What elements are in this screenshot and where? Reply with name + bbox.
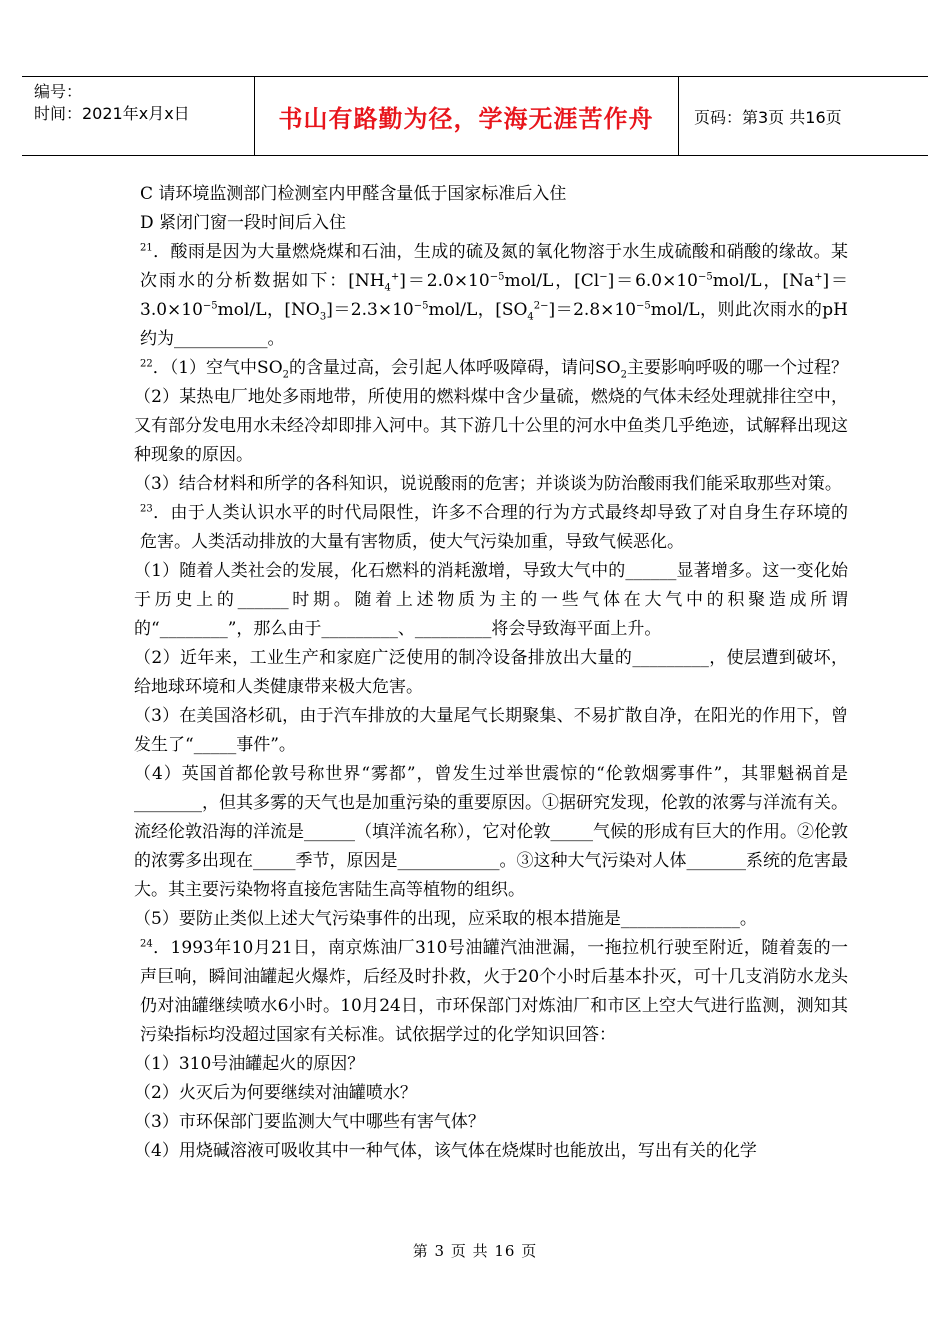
option-d: D 紧闭门窗一段时间后入住 xyxy=(140,213,347,233)
header-divider xyxy=(678,77,679,155)
question-23-part-5: （5）要防止类似上述大气污染事件的出现，应采取的根本措施是______________。 xyxy=(134,909,757,929)
question-24-part-1: （1）310号油罐起火的原因？ xyxy=(134,1054,365,1074)
question-21: $^{21}$．酸雨是因为大量燃烧煤和石油，生成的硫及氮的氧化物溶于水生成硫酸和硝酸的缘故。某次雨水的分析数据如下：$[NH_4^+]=2.0\times 10^{-5}mol/L$，$[Cl^-]=6.0\times 10^{-5}mol/L$，$[Na^+]=3.0\times 10^{-5}mol/L$，$[NO_3]=2.3\times 10^{-5}mol/L$，$[SO_4^{2-}]=2.8\times 10^{-5}mol/L$，则此次雨水的pH约为___________。 xyxy=(140,242,849,349)
question-23-part-1: （1）随着人类社会的发展，化石燃料的消耗激增，导致大气中的______显著增多。这一变化始于历史上的______时期。随着上述物质为主的一些气体在大气中的积聚造成所谓的“________”，那么由于_________、_________将会导致海平面上升。 xyxy=(134,561,848,639)
header-page-info: 页码：第3页 共16页 xyxy=(694,108,842,127)
document-body xyxy=(104,180,848,1166)
question-23-part-3: （3）在美国洛杉矶，由于汽车排放的大量尾气长期聚集、不易扩散自净，在阳光的作用下，曾发生了“_____事件”。 xyxy=(134,706,848,755)
number-label: 编号： xyxy=(34,82,83,101)
question-23-part-2: （2）近年来，工业生产和家庭广泛使用的制冷设备排放出大量的_________，使层遭到破坏，给地球环境和人类健康带来极大危害。 xyxy=(134,648,848,697)
question-22-part-3: （3）结合材料和所学的各科知识，说说酸雨的危害；并谈谈为防治酸雨我们能采取那些对策。 xyxy=(134,474,842,494)
question-23-part-4: （4）英国首都伦敦号称世界“雾都”，曾发生过举世震惊的“伦敦烟雾事件”，其罪魁祸首是________，但其多雾的天气也是加重污染的重要原因。①据研究发现，伦敦的浓雾与洋流有关。流经伦敦沿海的洋流是______（填洋流名称），它对伦敦_____气候的形成有巨大的作用。②伦敦的浓雾多出现在_____季节，原因是____________。③这种大气污染对人体_______系统的危害最大。其主要污染物将直接危害陆生高等植物的组织。 xyxy=(134,764,848,900)
page-footer: 第 3 页 共 16 页 xyxy=(412,1242,538,1260)
question-22-part-1: $^{22}$．（1）空气中$SO_2$的含量过高，会引起人体呼吸障碍，请问$SO_2$主要影响呼吸的哪一个过程？ xyxy=(140,358,848,381)
question-24: $^{24}$．1993年10月21日，南京炼油厂310号油罐汽油泄漏，一拖拉机行驶至附近，随着轰的一声巨响，瞬间油罐起火爆炸，后经及时扑救，火于20个小时后基本扑灭，可十几支消防水龙头仍对油罐继续喷水6小时。10月24日，市环保部门对炼油厂和市区上空大气进行监测，测知其污染指标均没超过国家有关标准。试依据学过的化学知识回答： xyxy=(140,938,848,1045)
option-c: C 请环境监测部门检测室内甲醛含量低于国家标准后入住 xyxy=(140,184,567,204)
header-left-cell xyxy=(34,81,252,125)
question-24-part-4: （4）用烧碱溶液可吸收其中一种气体，该气体在烧煤时也能放出，写出有关的化学 xyxy=(134,1141,757,1161)
time-label: 时间：2021年x月x日 xyxy=(34,104,190,123)
header-table xyxy=(22,76,928,156)
question-24-part-3: （3）市环保部门要监测大气中哪些有害气体？ xyxy=(134,1112,485,1132)
question-23: $^{23}$．由于人类认识水平的时代局限性，许多不合理的行为方式最终却导致了对自身生存环境的危害。人类活动排放的大量有害物质，使大气污染加重，导致气候恶化。 xyxy=(140,503,848,552)
question-22-part-2: （2）某热电厂地处多雨地带，所使用的燃料煤中含少量硫，燃烧的气体未经处理就排往空中，又有部分发电用水未经冷却即排入河中。其下游几十公里的河水中鱼类几乎绝迹，试解释出现这种现象的原因。 xyxy=(134,387,848,465)
header-motto: 书山有路勤为径，学海无涯苦作舟 xyxy=(278,105,654,133)
question-24-part-2: （2）火灭后为何要继续对油罐喷水？ xyxy=(134,1083,417,1103)
